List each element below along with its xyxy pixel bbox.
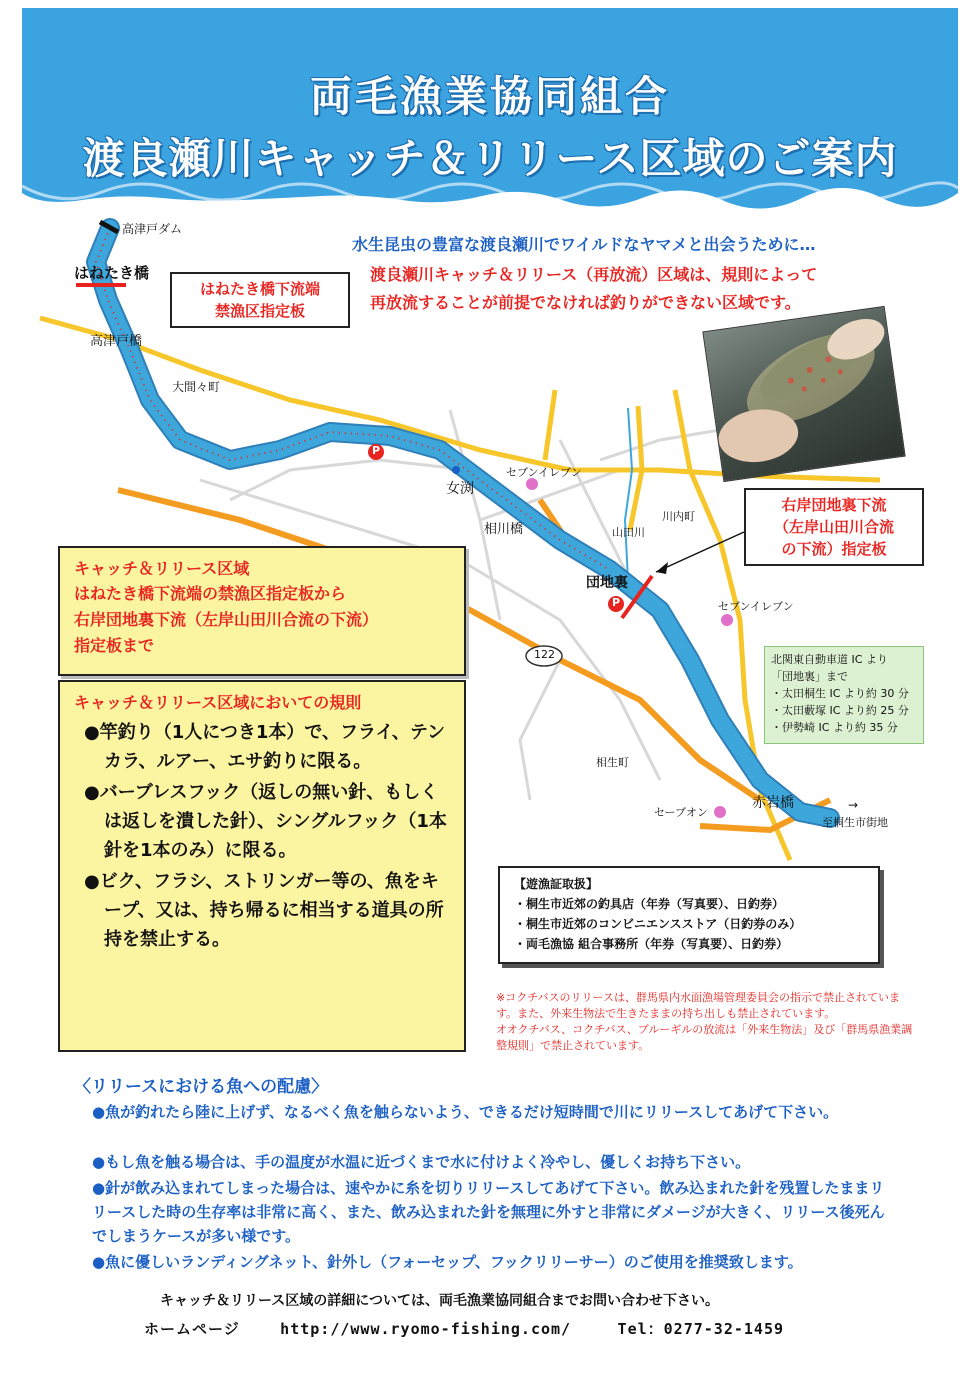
tel-number: Tel：0277-32-1459 — [617, 1320, 785, 1338]
route-122-label: 122 — [534, 648, 555, 661]
lower-sign-line-1: 右岸団地裏下流 — [781, 496, 887, 514]
access-line-4: ・太田藪塚 IC より約 25 分 — [771, 704, 909, 717]
kawauchicho-label: 川内町 — [662, 510, 695, 523]
zone-body-line-3: 指定板まで — [74, 636, 155, 655]
to-kiryu-arrow: → — [848, 798, 859, 812]
homepage-url-link[interactable]: http://www.ryomo-fishing.com/ — [280, 1320, 572, 1338]
omamacho-label: 大間々町 — [172, 380, 221, 394]
aikawa-bridge-label: 相川橋 — [484, 522, 524, 537]
release-item-1: ●魚が釣れたら陸に上げず、なるべく魚を触らないよう、できるだけ短時間で川にリリースしてあげて下さい。 — [92, 1103, 839, 1121]
release-section-title: 〈リリースにおける魚への配慮〉 — [74, 1077, 329, 1097]
intro-line-2: 渡良瀬川キャッチ＆リリース（再放流）区域は、規則によって — [370, 265, 818, 284]
page-title: 渡良瀬川キャッチ＆リリース区域のご案内 — [82, 134, 898, 183]
access-line-2: 「団地裏」まで — [771, 670, 848, 683]
release-item-2: ●もし魚を触る場合は、手の温度が水温に近づくまで水に付けよく冷やし、優しくお持ち下さい。 — [92, 1153, 751, 1171]
sales-title: 【遊漁証取扱】 — [514, 877, 599, 891]
access-info-box — [764, 646, 924, 744]
rules-heading: キャッチ＆リリース区域においての規則 — [74, 693, 362, 712]
akaiwa-bridge-label: 赤岩橋 — [752, 795, 794, 811]
zone-definition-box — [58, 546, 466, 676]
danchiura-label: 団地裏 — [586, 575, 628, 591]
aioicho-label: 相生町 — [596, 756, 629, 769]
seven-eleven-2-pin — [721, 614, 733, 626]
release-item-4: ●魚に優しいランディングネット、針外し（フォーセップ、フックリリーサー）のご使用を推奨致します。 — [92, 1253, 803, 1271]
yamame-fish-photo — [702, 306, 905, 482]
note-line-2: オオクチバス、コクチバス、ブルーギルの放流は「外来生物法」及び「群馬県漁業調整規則」で禁止されています。 — [496, 1023, 913, 1052]
lower-sign-box — [744, 488, 924, 566]
upper-sign-line-2: 禁漁区指定板 — [214, 302, 305, 320]
sales-item-3: ・両毛漁協 組合事務所（年券（写真要）、日釣券） — [514, 937, 789, 951]
parking-1-label: P — [372, 444, 381, 457]
hanetaki-bridge-label: はねたき橋 — [74, 264, 150, 282]
homepage-label: ホームページ — [144, 1320, 240, 1338]
dam-label: 高津戸ダム — [122, 222, 183, 236]
access-line-1: 北関東自動車道 IC より — [771, 653, 888, 666]
rule-item-3: ●ビク、フラシ、ストリンガー等の、魚をキープ、又は、持ち帰るに相当する道具の所持を禁止する。 — [84, 871, 444, 950]
saveon-label: セーブオン — [654, 806, 708, 819]
homepage-line — [144, 1318, 784, 1339]
rules-box — [58, 680, 466, 1052]
to-kiryu-label: 至桐生市街地 — [822, 816, 888, 829]
ticket-sales-box — [498, 866, 880, 964]
bass-note — [496, 990, 916, 1054]
access-line-5: ・伊勢崎 IC より約 35 分 — [771, 721, 898, 734]
access-line-3: ・太田桐生 IC より約 30 分 — [771, 687, 909, 700]
parking-2-label: P — [612, 596, 621, 609]
rule-item-1: ●竿釣り（1人につき1本）で、フライ、テンカラ、ルアー、エサ釣りに限る。 — [84, 722, 445, 772]
intro-line-1: 水生昆虫の豊富な渡良瀬川でワイルドなヤマメと出会うために… — [352, 235, 816, 254]
lower-sign-line-3: の下流）指定板 — [781, 540, 887, 558]
onnabuchi-label: 女渕 — [446, 481, 474, 497]
sales-item-2: ・桐生市近郊のコンビニエンスストア（日釣券のみ） — [514, 917, 802, 931]
sales-item-1: ・桐生市近郊の釣具店（年券（写真要）、日釣券） — [514, 897, 785, 911]
lower-sign-line-2: （左岸山田川合流 — [773, 518, 894, 536]
upper-sign-box — [170, 272, 350, 328]
upper-sign-line-1: はねたき橋下流端 — [199, 280, 320, 298]
seven-eleven-1-label: セブンイレブン — [506, 466, 582, 479]
danchiura-arrowhead — [656, 562, 668, 574]
onnabuchi-pin — [452, 466, 460, 474]
yamadagawa-label: 山田川 — [612, 526, 645, 539]
release-item-3: ●針が飲み込まれてしまった場合は、速やかに糸を切りリリースしてあげて下さい。飲み込まれた針を残置したままリリースした時の生存率は非常に高く、また、飲み込まれた針を無理に外すと非常にダメージが大きく、リリース後死んでしまうケースが多い様です。 — [92, 1179, 885, 1245]
rule-item-2: ●バーブレスフック（返しの無い針、もしくは返しを潰した針）、シングルフック（1本針を1本のみ）に限る。 — [84, 782, 447, 861]
contact-line: キャッチ＆リリース区域の詳細については、両毛漁業協同組合までお問い合わせ下さい。 — [160, 1293, 720, 1309]
zone-body-line-1: はねたき橋下流端の禁漁区指定板から — [74, 584, 347, 603]
seven-eleven-2-label: セブンイレブン — [718, 600, 794, 613]
intro-line-3: 再放流することが前提でなければ釣りができない区域です。 — [370, 293, 801, 312]
yamada-river — [625, 408, 632, 580]
takatsudo-bridge-label: 高津戸橋 — [90, 334, 143, 349]
note-line-1: ※コクチバスのリリースは、群馬県内水面漁場管理委員会の指示で禁止されています。また、外来生物法で生きたままの持ち出しも禁止されています。 — [496, 991, 901, 1020]
saveon-pin — [714, 806, 726, 818]
org-title: 両毛漁業協同組合 — [309, 72, 670, 121]
zone-heading: キャッチ＆リリース区域 — [74, 559, 250, 578]
zone-body-line-2: 右岸団地裏下流（左岸山田川合流の下流） — [74, 610, 379, 629]
danchiura-arrow — [656, 532, 744, 572]
